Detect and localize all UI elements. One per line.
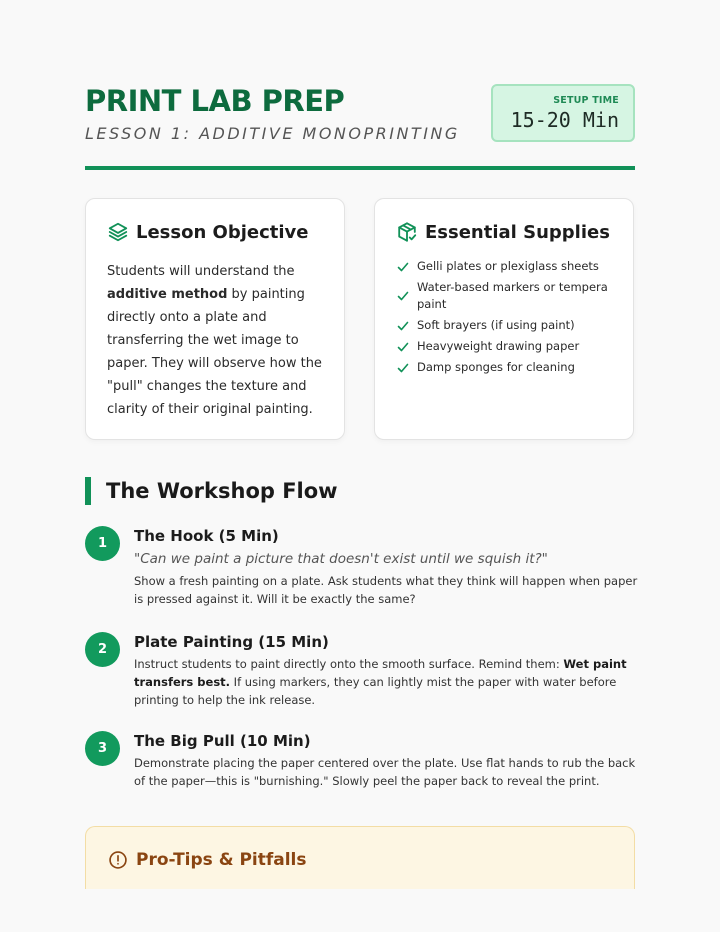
step-description: Demonstrate placing the paper centered over the plate. Use flat hands to rub the back of the paper—this is "burnishing." Slowly peel the paper back to reveal the print. [134,756,636,788]
supply-item-label: Heavyweight drawing paper [417,339,580,353]
supply-item-label: Gelli plates or plexiglass sheets [417,259,599,273]
alert-circle-icon [108,850,128,870]
step-number-badge: 2 [85,632,120,667]
supplies-list [397,258,617,380]
setup-time-badge [491,84,635,142]
step-content [134,731,639,790]
essential-supplies-header [396,221,610,243]
layers-icon [107,221,129,243]
step-text-part: If using markers, they can lightly mist the paper with water before printing to help the ink release. [134,675,617,707]
setup-time-label: SETUP TIME [553,95,619,106]
setup-time-value: 15-20 Min [510,108,619,132]
list-item [397,258,617,275]
objective-text-part: by painting directly onto a plate and transferring the wet image to paper. They will observe how the "pull" changes the texture and clarity of their original painting. [107,287,322,417]
header-divider [85,166,635,170]
page-subtitle: LESSON 1: ADDITIVE MONOPRINTING [85,124,460,143]
objective-text-part: Students will understand the [107,264,295,279]
supply-item-label: Damp sponges for cleaning [417,360,575,374]
lesson-objective-card [85,198,345,440]
lesson-objective-header [107,221,309,243]
step-description [134,655,639,709]
check-icon [397,261,409,273]
step-number-badge: 1 [85,526,120,561]
list-item [397,359,617,376]
workshop-flow-heading [85,477,338,505]
list-item [397,279,617,313]
lesson-objective-title: Lesson Objective [136,221,309,243]
essential-supplies-title: Essential Supplies [425,221,610,243]
check-icon [397,320,409,332]
essential-supplies-card [374,198,634,440]
section-accent-bar [85,477,91,505]
objective-emphasis: additive method [107,287,228,302]
supply-item-label: Water-based markers or tempera paint [417,280,608,311]
list-item [397,317,617,334]
pro-tips-title: Pro-Tips & Pitfalls [136,850,307,870]
pro-tips-header [108,850,307,870]
step-content [134,632,639,709]
page-title: PRINT LAB PREP [85,84,345,118]
page-bottom-cutoff [0,889,720,932]
step-text-part: Instruct students to paint directly onto the smooth surface. Remind them: [134,657,564,671]
check-icon [397,341,409,353]
lesson-objective-text [107,260,332,421]
step-quote: "Can we paint a picture that doesn't exist until we squish it?" [134,551,548,567]
step-number-badge: 3 [85,731,120,766]
step-title: The Hook (5 Min) [134,527,279,545]
step-content [134,526,639,608]
step-title: The Big Pull (10 Min) [134,732,311,750]
page-header [85,84,635,170]
supply-item-label: Soft brayers (if using paint) [417,318,575,332]
list-item [397,338,617,355]
check-icon [397,290,409,302]
step-description: Show a fresh painting on a plate. Ask students what they think will happen when paper is pressed against it. Will it be exactly the same? [134,574,638,606]
workshop-flow-title: The Workshop Flow [106,479,338,503]
step-emphasis: Wet paint transfers best. [134,657,627,689]
check-icon [397,362,409,374]
step-title: Plate Painting (15 Min) [134,633,329,651]
package-check-icon [396,221,418,243]
